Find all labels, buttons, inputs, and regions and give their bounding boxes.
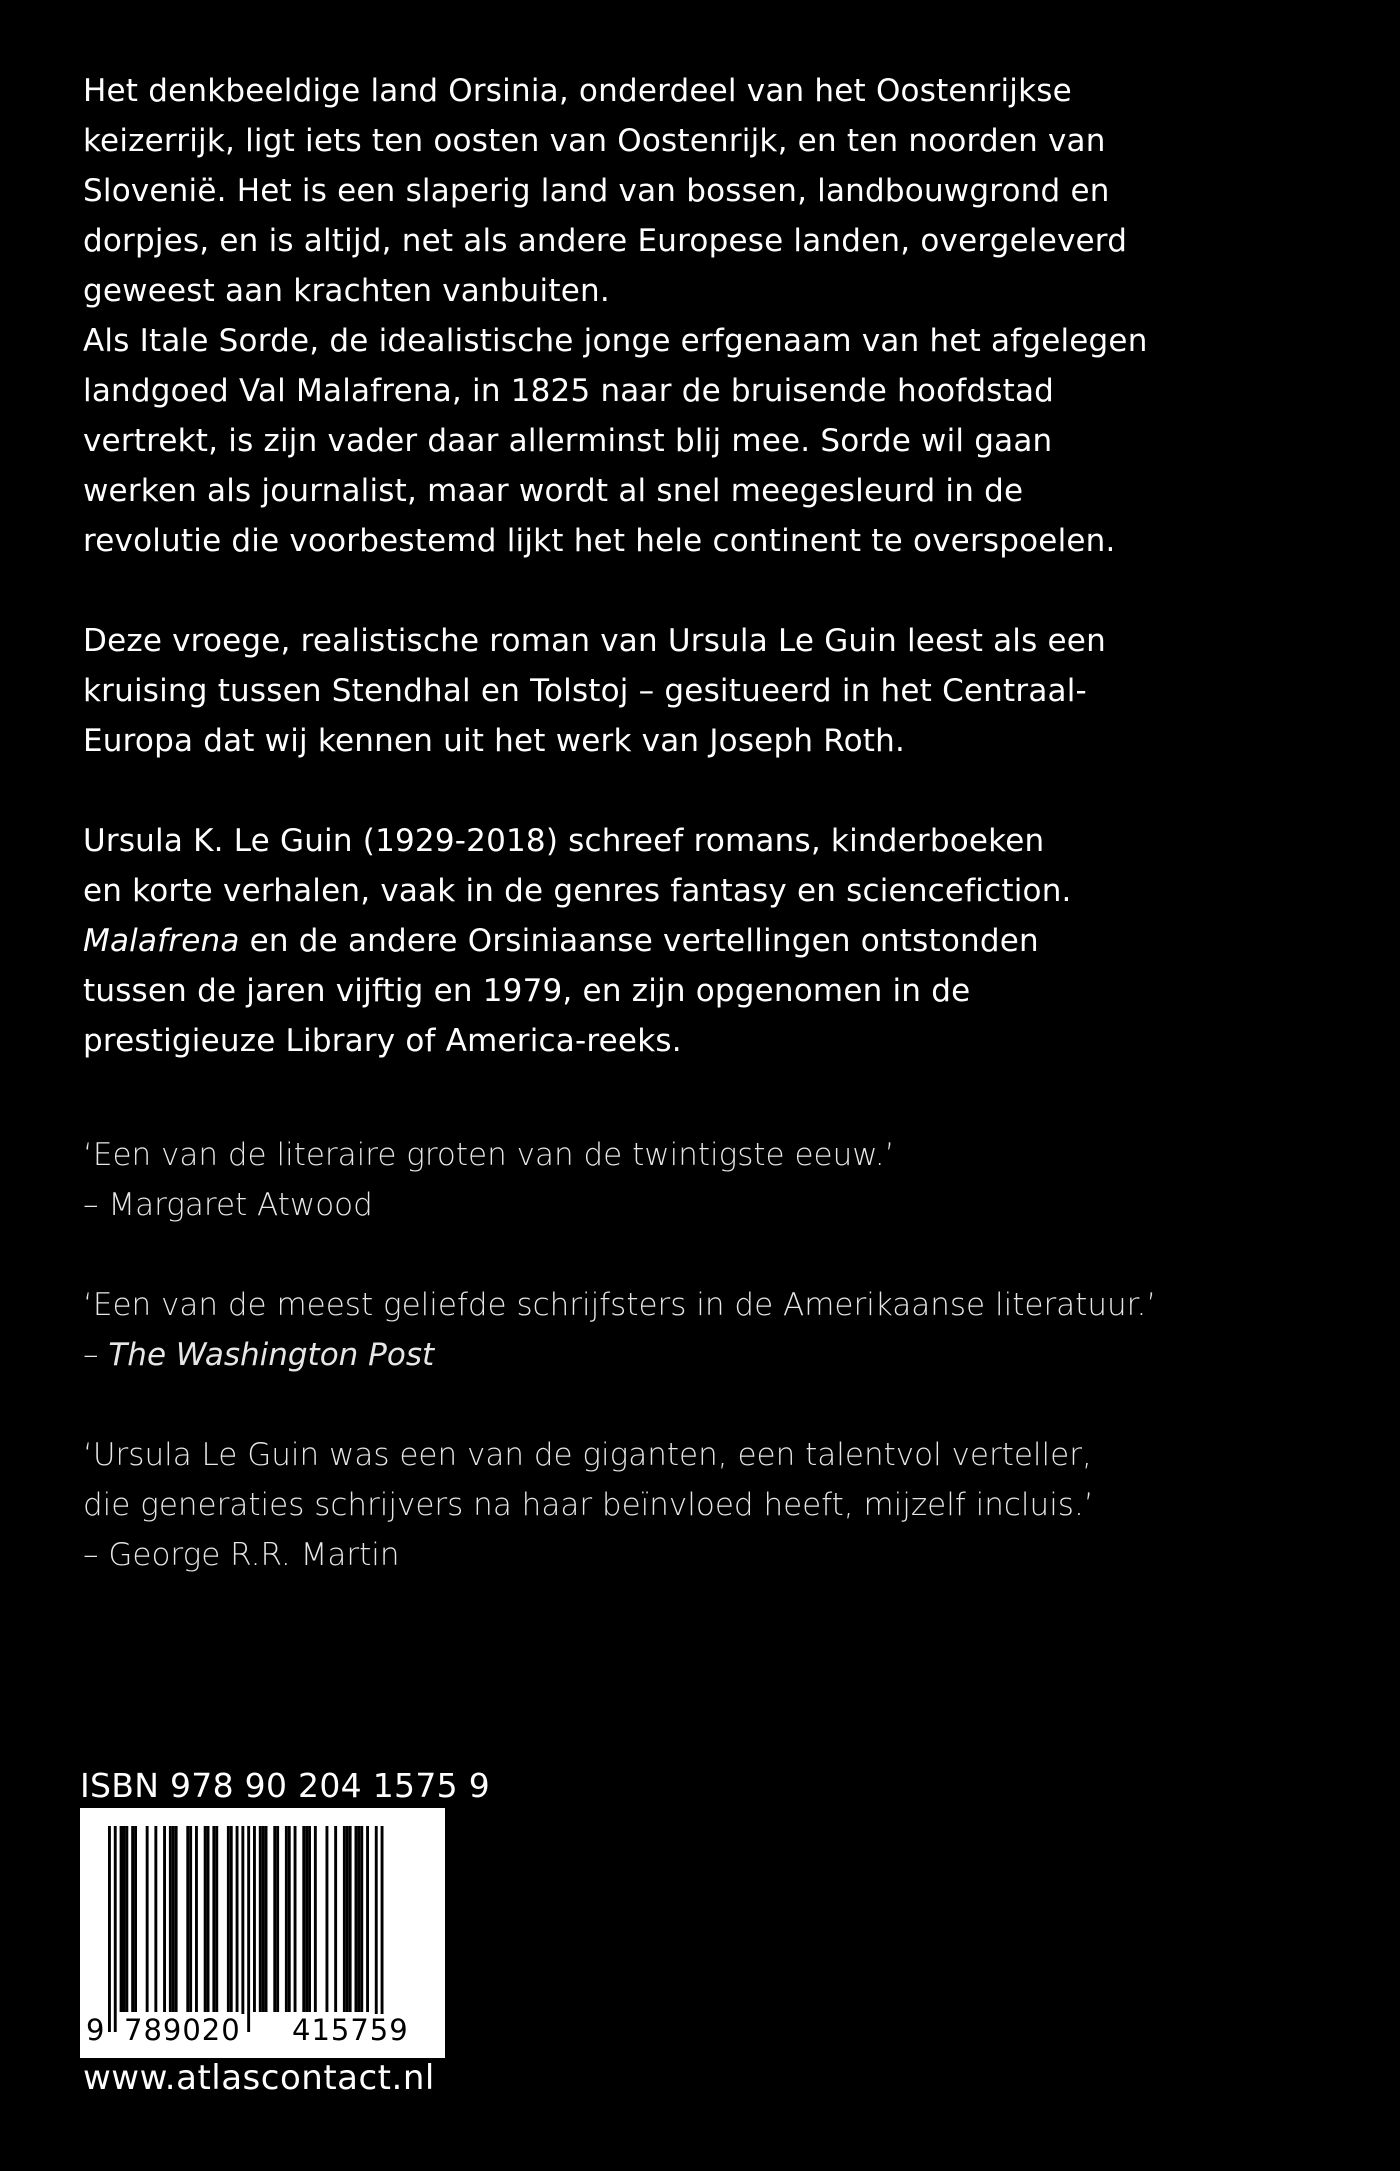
quote-atwood bbox=[83, 1130, 1283, 1230]
barcode-bar bbox=[131, 1826, 134, 2012]
publisher-website: www.atlascontact.nl bbox=[83, 2058, 435, 2098]
isbn-barcode bbox=[80, 1808, 445, 2058]
barcode-guard-bar bbox=[108, 1826, 111, 2032]
barcode-bar bbox=[120, 1826, 123, 2012]
book-title: Malafrena bbox=[83, 923, 240, 959]
text-line: en korte verhalen, vaak in de genres fantasy en sciencefiction. bbox=[83, 873, 1072, 909]
barcode-bar bbox=[285, 1826, 288, 2012]
text-line: kruising tussen Stendhal en Tolstoj – gesitueerd in het Centraal- bbox=[83, 673, 1087, 709]
barcode-bar bbox=[276, 1826, 279, 2012]
quote-gap bbox=[83, 1380, 1283, 1430]
text-line: Deze vroege, realistische roman van Ursula Le Guin leest als een bbox=[83, 623, 1106, 659]
barcode-bar bbox=[366, 1826, 369, 2012]
paragraph-gap bbox=[83, 766, 1243, 816]
barcode-guard-bar bbox=[114, 1826, 117, 2032]
review-quotes bbox=[83, 1130, 1283, 1580]
quote-source: The Washington Post bbox=[108, 1337, 435, 1373]
barcode-bar bbox=[230, 1826, 233, 2012]
quote-gap bbox=[83, 1230, 1283, 1280]
barcode-bar bbox=[204, 1826, 207, 2012]
barcode-bar bbox=[125, 1826, 128, 2012]
barcode-bar bbox=[123, 1826, 126, 2012]
barcode-bar bbox=[154, 1826, 157, 2012]
isbn-label: ISBN 978 90 204 1575 9 bbox=[80, 1766, 490, 1805]
text-line: vertrekt, is zijn vader daar allerminst blij mee. Sorde wil gaan bbox=[83, 423, 1053, 459]
barcode-guard-bar bbox=[381, 1826, 384, 2032]
text-line bbox=[83, 916, 1243, 966]
barcode-bar bbox=[262, 1826, 265, 2012]
barcode-bar bbox=[273, 1826, 276, 2012]
barcode-guard-bar bbox=[375, 1826, 378, 2032]
barcode-bar bbox=[349, 1826, 352, 2012]
barcode-left-digits: 789020 bbox=[120, 2014, 245, 2046]
barcode-bar bbox=[207, 1826, 210, 2012]
text-line: tussen de jaren vijftig en 1979, en zijn opgenomen in de bbox=[83, 973, 971, 1009]
blurb-text bbox=[83, 66, 1243, 1066]
text-line: revolutie die voorbestemd lijkt het hele continent te overspoelen. bbox=[83, 523, 1116, 559]
quote-attribution bbox=[83, 1180, 1283, 1230]
barcode-bar bbox=[305, 1826, 308, 2012]
barcode-bar bbox=[215, 1826, 218, 2012]
blurb-paragraph-1 bbox=[83, 66, 1243, 566]
quote-text: die generaties schrijvers na haar beïnvloed heeft, mijzelf incluis.’ bbox=[83, 1487, 1094, 1523]
barcode-bar bbox=[265, 1826, 268, 2012]
text-line: keizerrijk, ligt iets ten oosten van Oostenrijk, en ten noorden van bbox=[83, 123, 1106, 159]
barcode-bar bbox=[134, 1826, 137, 2012]
text-line: Als Itale Sorde, de idealistische jonge erfgenaam van het afgelegen bbox=[83, 323, 1148, 359]
barcode-guard-bar bbox=[247, 1826, 250, 2032]
barcode-bar bbox=[346, 1826, 349, 2012]
barcode-bar bbox=[212, 1826, 215, 2012]
quote-text: ‘Ursula Le Guin was een van de giganten, een talentvol verteller, bbox=[83, 1437, 1092, 1473]
text-fragment: en de andere Orsiniaanse vertellingen ontstonden bbox=[239, 923, 1039, 959]
text-line: Europa dat wij kennen uit het werk van Joseph Roth. bbox=[83, 723, 905, 759]
barcode-bar bbox=[334, 1826, 337, 2012]
text-line: Ursula K. Le Guin (1929-2018) schreef romans, kinderboeken bbox=[83, 823, 1045, 859]
author-bio bbox=[83, 816, 1243, 1066]
barcode-bar bbox=[259, 1826, 262, 2012]
text-line: prestigieuze Library of America-reeks. bbox=[83, 1023, 682, 1059]
barcode-bar bbox=[175, 1826, 178, 2012]
attribution-dash: – bbox=[83, 1537, 109, 1573]
barcode-bar bbox=[326, 1826, 329, 2012]
text-line: Slovenië. Het is een slaperig land van bossen, landbouwgrond en bbox=[83, 173, 1110, 209]
barcode-bar bbox=[253, 1826, 256, 2012]
barcode-bar bbox=[314, 1826, 317, 2012]
attribution-dash: – bbox=[83, 1337, 109, 1373]
blurb-paragraph-2 bbox=[83, 616, 1243, 766]
quote-martin bbox=[83, 1430, 1283, 1580]
barcode-bar bbox=[360, 1826, 363, 2012]
barcode-bar bbox=[355, 1826, 358, 2012]
barcode-bar bbox=[163, 1826, 166, 2012]
quote-attribution bbox=[83, 1330, 1283, 1380]
text-line: landgoed Val Malafrena, in 1825 naar de bruisende hoofdstad bbox=[83, 373, 1055, 409]
quote-attribution bbox=[83, 1530, 1283, 1580]
quote-source: George R.R. Martin bbox=[108, 1537, 400, 1573]
quote-text: ‘Een van de literaire groten van de twintigste eeuw.’ bbox=[83, 1137, 895, 1173]
barcode-bar bbox=[189, 1826, 192, 2012]
barcode-bar bbox=[186, 1826, 189, 2012]
text-line: dorpjes, en is altijd, net als andere Europese landen, overgeleverd bbox=[83, 223, 1128, 259]
quote-washington-post bbox=[83, 1280, 1283, 1380]
barcode-guard-bar bbox=[241, 1826, 244, 2032]
barcode-first-digit: 9 bbox=[86, 2013, 106, 2047]
barcode-bar bbox=[172, 1826, 175, 2012]
barcode-bar bbox=[294, 1826, 297, 2012]
barcode-bar bbox=[302, 1826, 305, 2012]
quote-text: ‘Een van de meest geliefde schrijfsters in de Amerikaanse literatuur.’ bbox=[83, 1287, 1157, 1323]
barcode-bar bbox=[227, 1826, 230, 2012]
barcode-bar bbox=[195, 1826, 198, 2012]
barcode-bar bbox=[343, 1826, 346, 2012]
barcode-right-digits: 415759 bbox=[288, 2014, 413, 2046]
barcode-bar bbox=[169, 1826, 172, 2012]
paragraph-gap bbox=[83, 566, 1243, 616]
attribution-dash: – bbox=[83, 1187, 109, 1223]
quote-source: Margaret Atwood bbox=[108, 1187, 373, 1223]
barcode-bar bbox=[288, 1826, 291, 2012]
barcode-bar bbox=[357, 1826, 360, 2012]
barcode-bar bbox=[308, 1826, 311, 2012]
barcode-bar bbox=[146, 1826, 149, 2012]
text-line: Het denkbeeldige land Orsinia, onderdeel van het Oostenrijkse bbox=[83, 73, 1072, 109]
text-line: werken als journalist, maar wordt al snel meegesleurd in de bbox=[83, 473, 1024, 509]
text-line: geweest aan krachten vanbuiten. bbox=[83, 273, 610, 309]
barcode-bar bbox=[236, 1826, 239, 2012]
